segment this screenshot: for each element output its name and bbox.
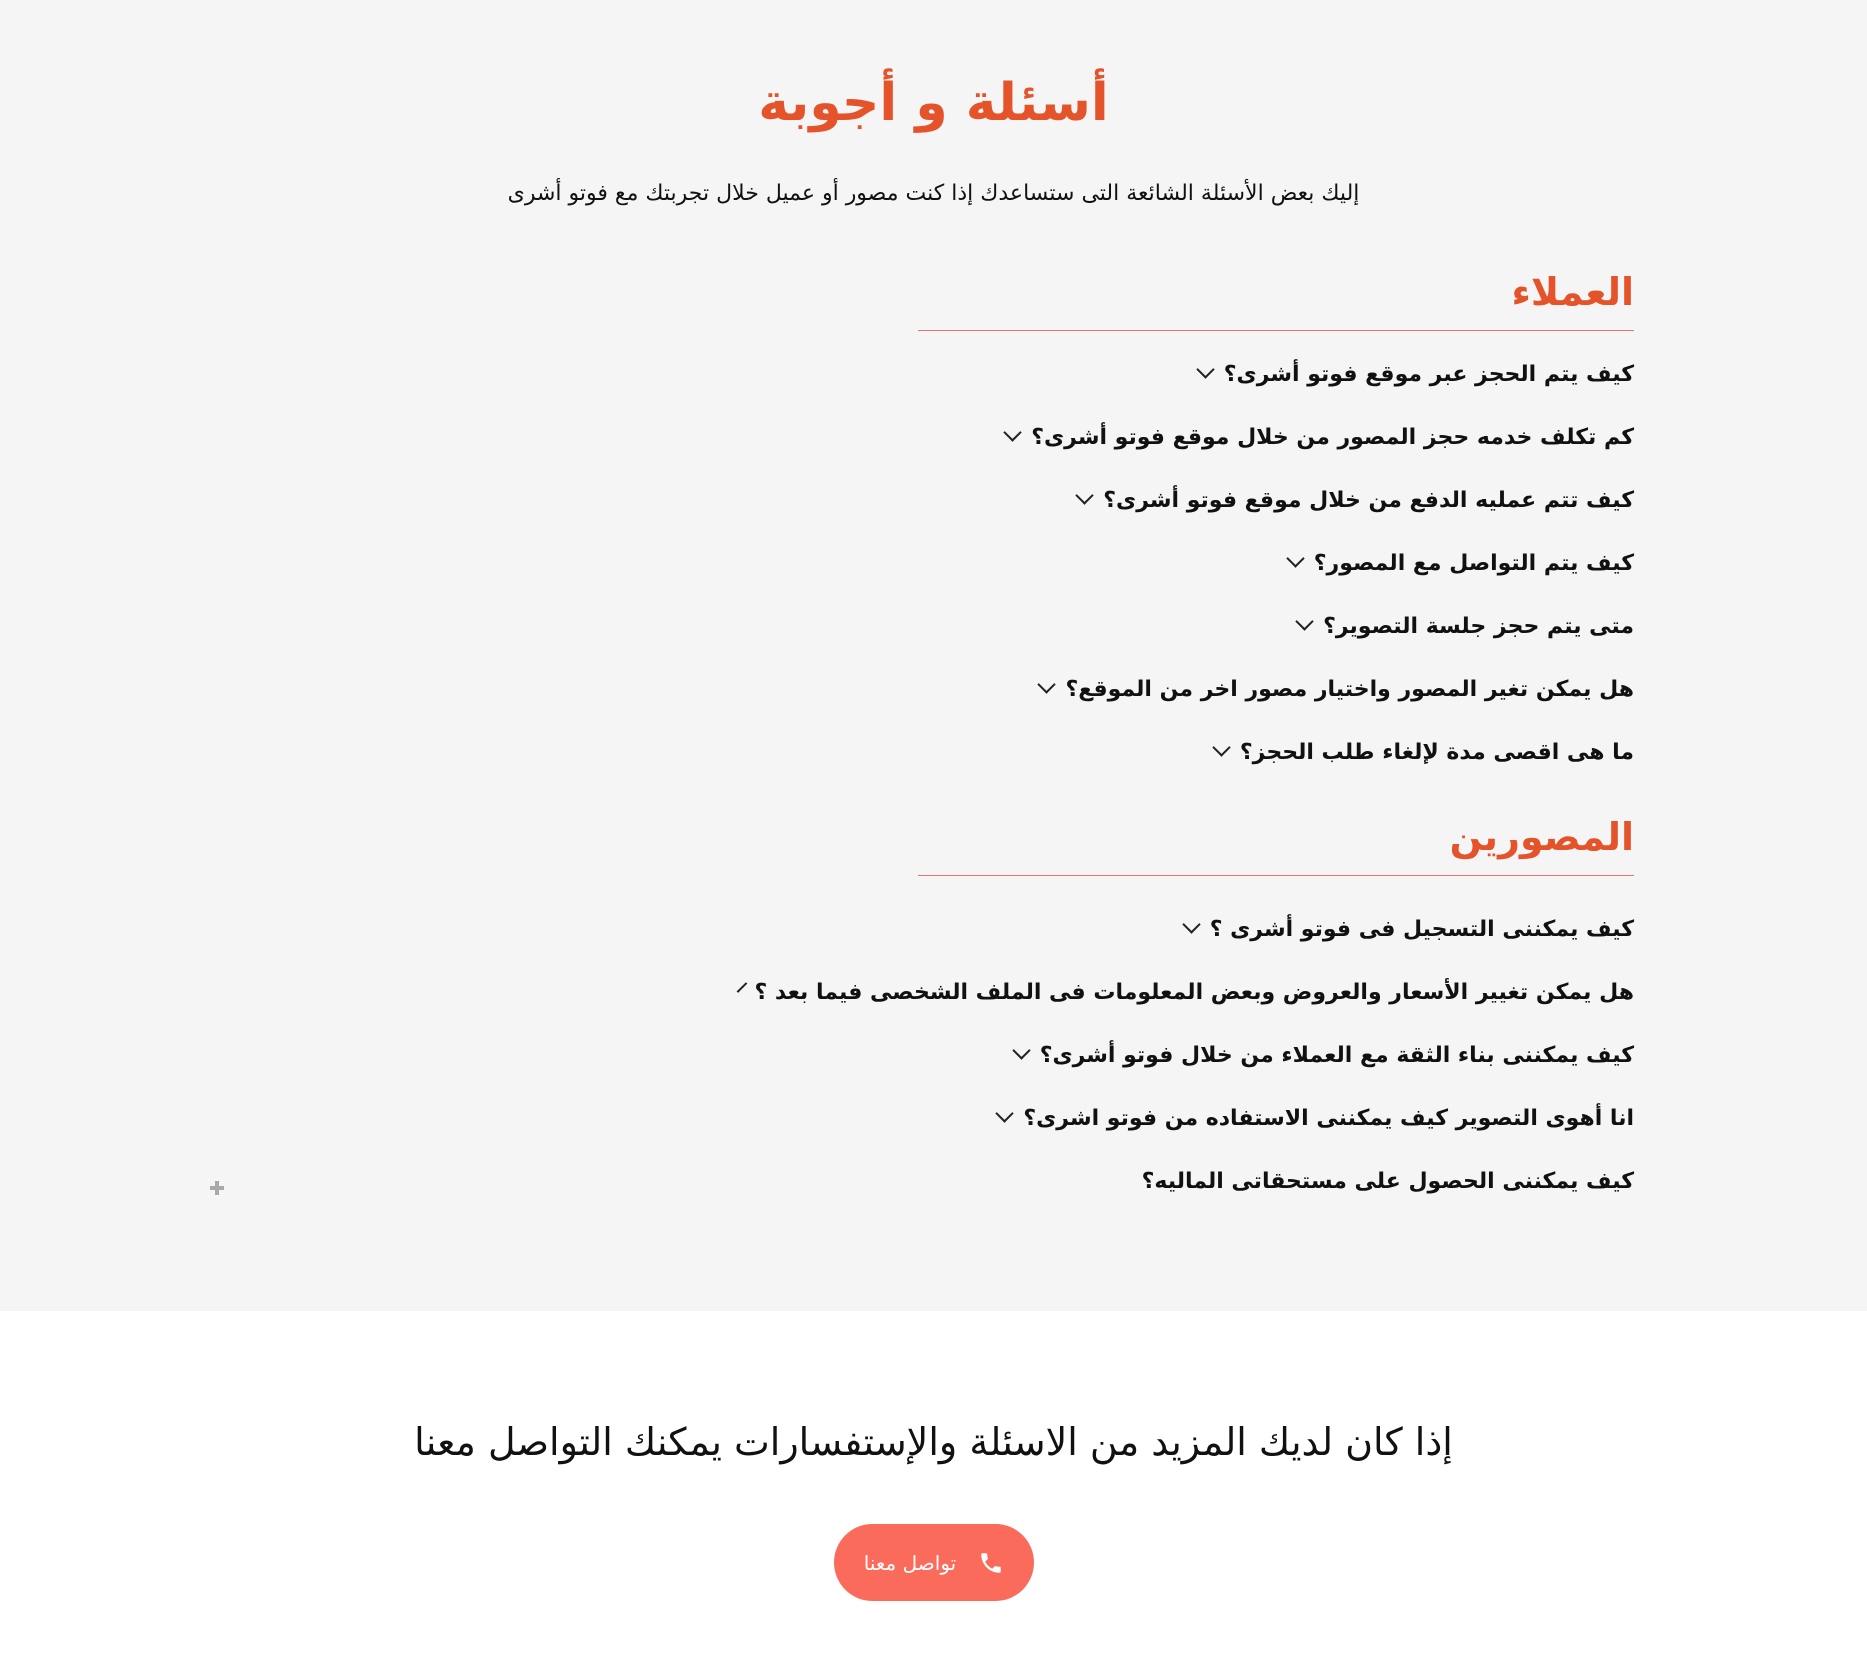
chevron-down-icon <box>1182 915 1200 933</box>
faq-question[interactable] <box>918 898 1634 961</box>
contact-heading: إذا كان لديك المزيد من الاسئلة والإستفسارات يمكنك التواصل معنا <box>414 1420 1453 1464</box>
question-text: كم تكلف خدمه حجز المصور من خلال موقع فوتو أشرى؟ <box>1031 424 1634 450</box>
question-text: انا أهوى التصوير كيف يمكننى الاستفاده من فوتو اشرى؟ <box>1023 1105 1634 1131</box>
question-text: ما هى اقصى مدة لإلغاء طلب الحجز؟ <box>1239 739 1634 765</box>
chevron-down-icon <box>1295 612 1313 630</box>
page-subtitle: إليك بعض الأسئلة الشائعة التى ستساعدك إذا كنت مصور أو عميل خلال تجربتك مع فوتو أشرى <box>507 181 1360 206</box>
question-text: كيف يمكننى التسجيل فى فوتو أشرى ؟ <box>1209 916 1634 942</box>
contact-us-button[interactable] <box>834 1524 1034 1601</box>
chevron-down-icon <box>1196 360 1214 378</box>
chevron-down-icon <box>996 1104 1014 1122</box>
faq-question[interactable] <box>918 658 1634 721</box>
faq-question[interactable] <box>754 961 1634 1024</box>
faq-question[interactable] <box>918 406 1634 469</box>
faq-question[interactable] <box>918 1024 1634 1087</box>
question-text: كيف يتم التواصل مع المصور؟ <box>1313 550 1634 576</box>
clients-question-list <box>918 343 1634 784</box>
faq-question[interactable] <box>918 343 1634 406</box>
chevron-down-icon <box>1038 675 1056 693</box>
clients-heading: العملاء <box>918 270 1634 331</box>
chevron-down-icon <box>1012 1041 1030 1059</box>
photographers-faq-group <box>754 815 1634 1213</box>
chevron-down-icon <box>1212 738 1230 756</box>
question-text: كيف يمكننى بناء الثقة مع العملاء من خلال فوتو أشرى؟ <box>1039 1042 1634 1068</box>
chevron-down-icon <box>736 982 747 993</box>
question-text: هل يمكن تغيير الأسعار والعروض وبعض المعلومات فى الملف الشخصى فيما بعد ؟ <box>754 979 1634 1005</box>
faq-question[interactable] <box>918 721 1634 784</box>
faq-question[interactable] <box>918 595 1634 658</box>
question-text: هل يمكن تغير المصور واختيار مصور اخر من الموقع؟ <box>1065 676 1634 702</box>
question-text: متى يتم حجز جلسة التصوير؟ <box>1323 613 1634 639</box>
question-text: كيف تتم عمليه الدفع من خلال موقع فوتو أشرى؟ <box>1103 487 1634 513</box>
phone-icon <box>978 1550 1004 1576</box>
faq-question[interactable] <box>918 1150 1634 1213</box>
faq-question[interactable] <box>918 1087 1634 1150</box>
chevron-down-icon <box>1286 549 1304 567</box>
question-text: كيف يتم الحجز عبر موقع فوتو أشرى؟ <box>1223 361 1634 387</box>
plus-icon <box>210 1181 224 1195</box>
page-title: أسئلة و أجوبة <box>758 73 1109 133</box>
chevron-down-icon <box>1004 423 1022 441</box>
faq-question[interactable] <box>918 469 1634 532</box>
photographers-heading: المصورين <box>918 815 1634 876</box>
chevron-down-icon <box>1076 486 1094 504</box>
clients-faq-group <box>918 270 1634 784</box>
faq-question[interactable] <box>918 532 1634 595</box>
contact-button-label: تواصل معنا <box>863 1550 957 1575</box>
photographers-question-list <box>754 898 1634 1213</box>
question-text: كيف يمكننى الحصول على مستحقاتى الماليه؟ <box>1141 1168 1634 1194</box>
